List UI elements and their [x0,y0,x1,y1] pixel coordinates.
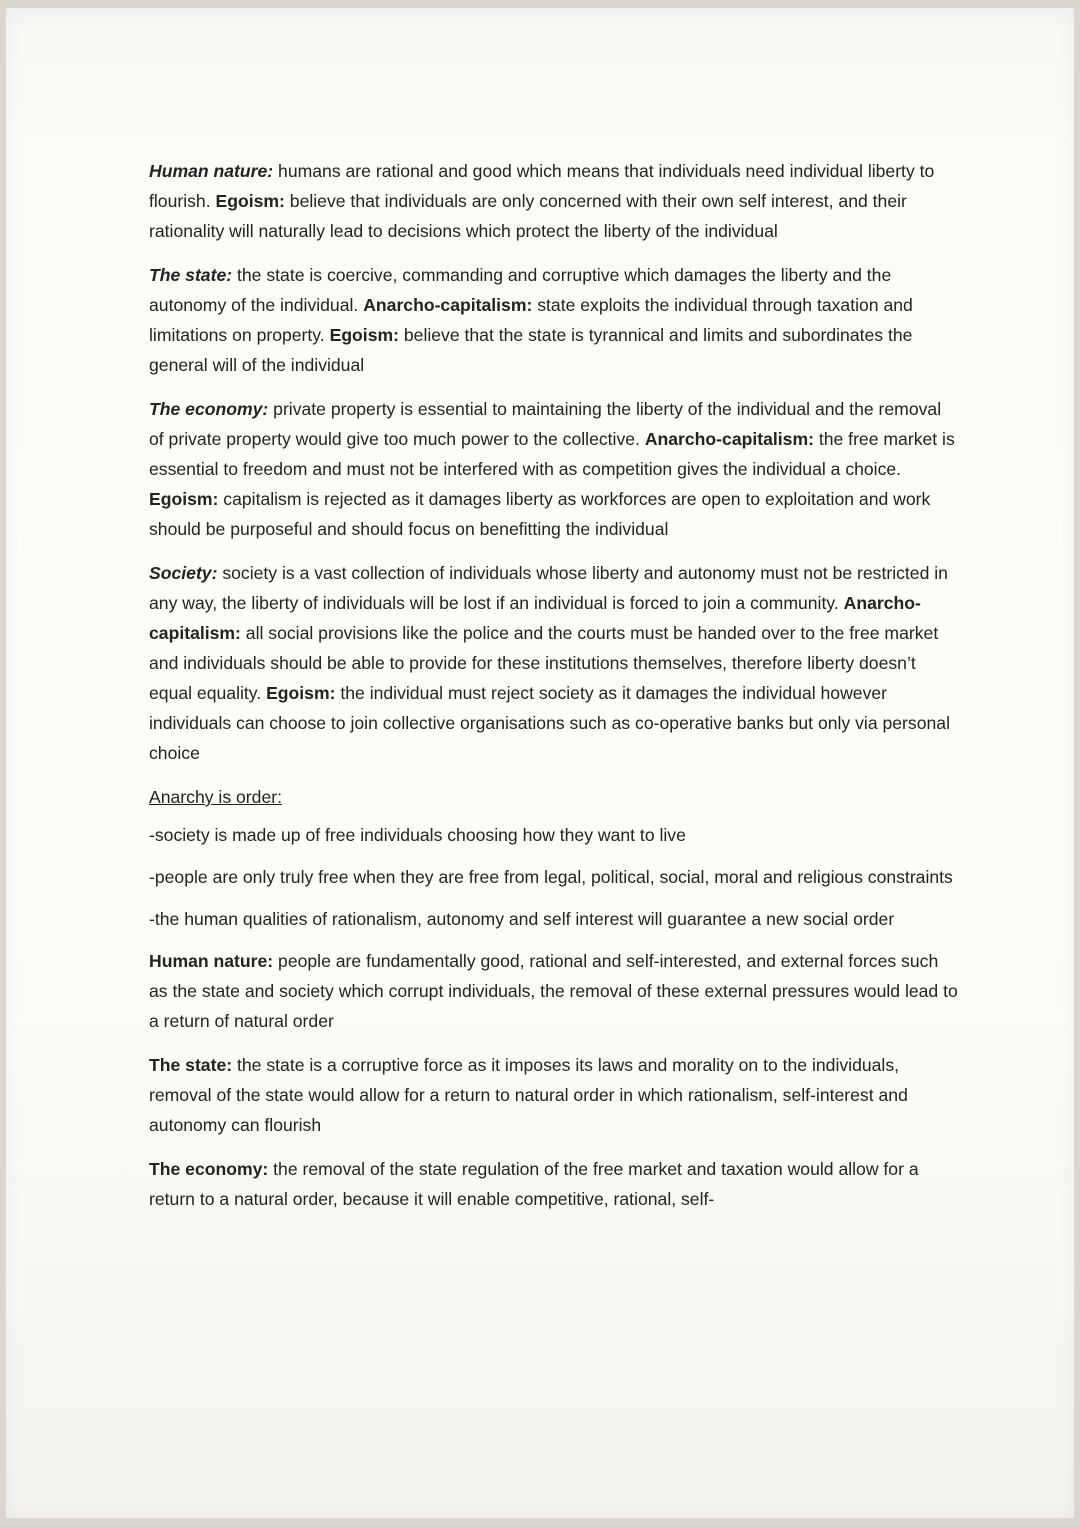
paragraph-order-human-nature [149,946,959,1036]
paragraph-the-economy [149,394,959,544]
paragraph-human-nature [149,156,959,246]
paragraph-text: state exploits the individual through taxation and limitations on property. [149,295,913,345]
heading-the-economy: The economy: [149,399,269,419]
list-item: -society is made up of free individuals choosing how they want to live [149,825,686,845]
inline-heading-anarcho-capitalism: Anarcho-capitalism: [644,429,814,449]
list-item: -the human qualities of rationalism, autonomy and self interest will guarantee a new social order [149,909,895,929]
paragraph-text: the removal of the state regulation of the free market and taxation would allow for a return to a natural order, because it will enable competitive, rational, self- [149,1159,919,1209]
heading-the-economy: The economy: [149,1159,269,1179]
paragraph-text: society is a vast collection of individuals whose liberty and autonomy must not be restricted in any way, the liberty of individuals will be lost if an individual is forced to join a community. [149,563,948,613]
paragraph-text: humans are rational and good which means that individuals need individual liberty to flourish. [149,161,935,211]
paper-sheet [6,8,1074,1518]
paragraph-text: people are fundamentally good, rational and self-interested, and external forces such as the state and society which corrupt individuals, the removal of these external pressures would lead to a return of natural order [149,951,958,1031]
list-item: -people are only truly free when they are free from legal, political, social, moral and religious constraints [149,867,953,887]
heading-society: Society: [149,563,218,583]
inline-heading-egoism: Egoism: [329,325,399,345]
inline-heading-anarcho-capitalism: Anarcho-capitalism: [149,593,921,643]
heading-the-state: The state: [149,1055,233,1075]
inline-heading-egoism: Egoism: [266,683,336,703]
inline-heading-anarcho-capitalism: Anarcho-capitalism: [363,295,533,315]
paragraph-text: capitalism is rejected as it damages liberty as workforces are open to exploitation and work should be purposeful and should focus on benefitting the individual [149,489,931,539]
paragraph-order-the-economy [149,1154,959,1214]
paragraph-text: all social provisions like the police and the courts must be handed over to the free market and individuals should be able to provide for these institutions themselves, therefore liberty doesn’t equal equality. [149,623,939,703]
anarchy-heading: Anarchy is order: [149,787,282,807]
heading-human-nature: Human nature: [149,951,274,971]
heading-the-state: The state: [149,265,233,285]
paragraph-text: private property is essential to maintaining the liberty of the individual and the removal of private property would give too much power to the collective. [149,399,942,449]
section-heading-anarchy-is-order [149,782,959,812]
paragraph-text: the free market is essential to freedom and must not be interfered with as competition gives the individual a choice. [149,429,955,479]
heading-human-nature: Human nature: [149,161,274,181]
paragraph-order-the-state [149,1050,959,1140]
inline-heading-egoism: Egoism: [215,191,285,211]
paragraph-text: the individual must reject society as it damages the individual however individuals can choose to join collective organisations such as co-operative banks but only via personal choice [149,683,950,763]
paragraph-society [149,558,959,768]
document-body [149,156,959,1228]
paragraph-text: the state is coercive, commanding and corruptive which damages the liberty and the autonomy of the individual. [149,265,892,315]
paragraph-text: believe that individuals are only concerned with their own self interest, and their rationality will naturally lead to decisions which protect the liberty of the individual [149,191,907,241]
paragraph-text: the state is a corruptive force as it imposes its laws and morality on to the individuals, removal of the state would allow for a return to natural order in which rationalism, self-interest and autonomy can flourish [149,1055,908,1135]
paragraph-the-state [149,260,959,380]
inline-heading-egoism: Egoism: [149,489,219,509]
paragraph-text: believe that the state is tyrannical and limits and subordinates the general will of the individual [149,325,913,375]
